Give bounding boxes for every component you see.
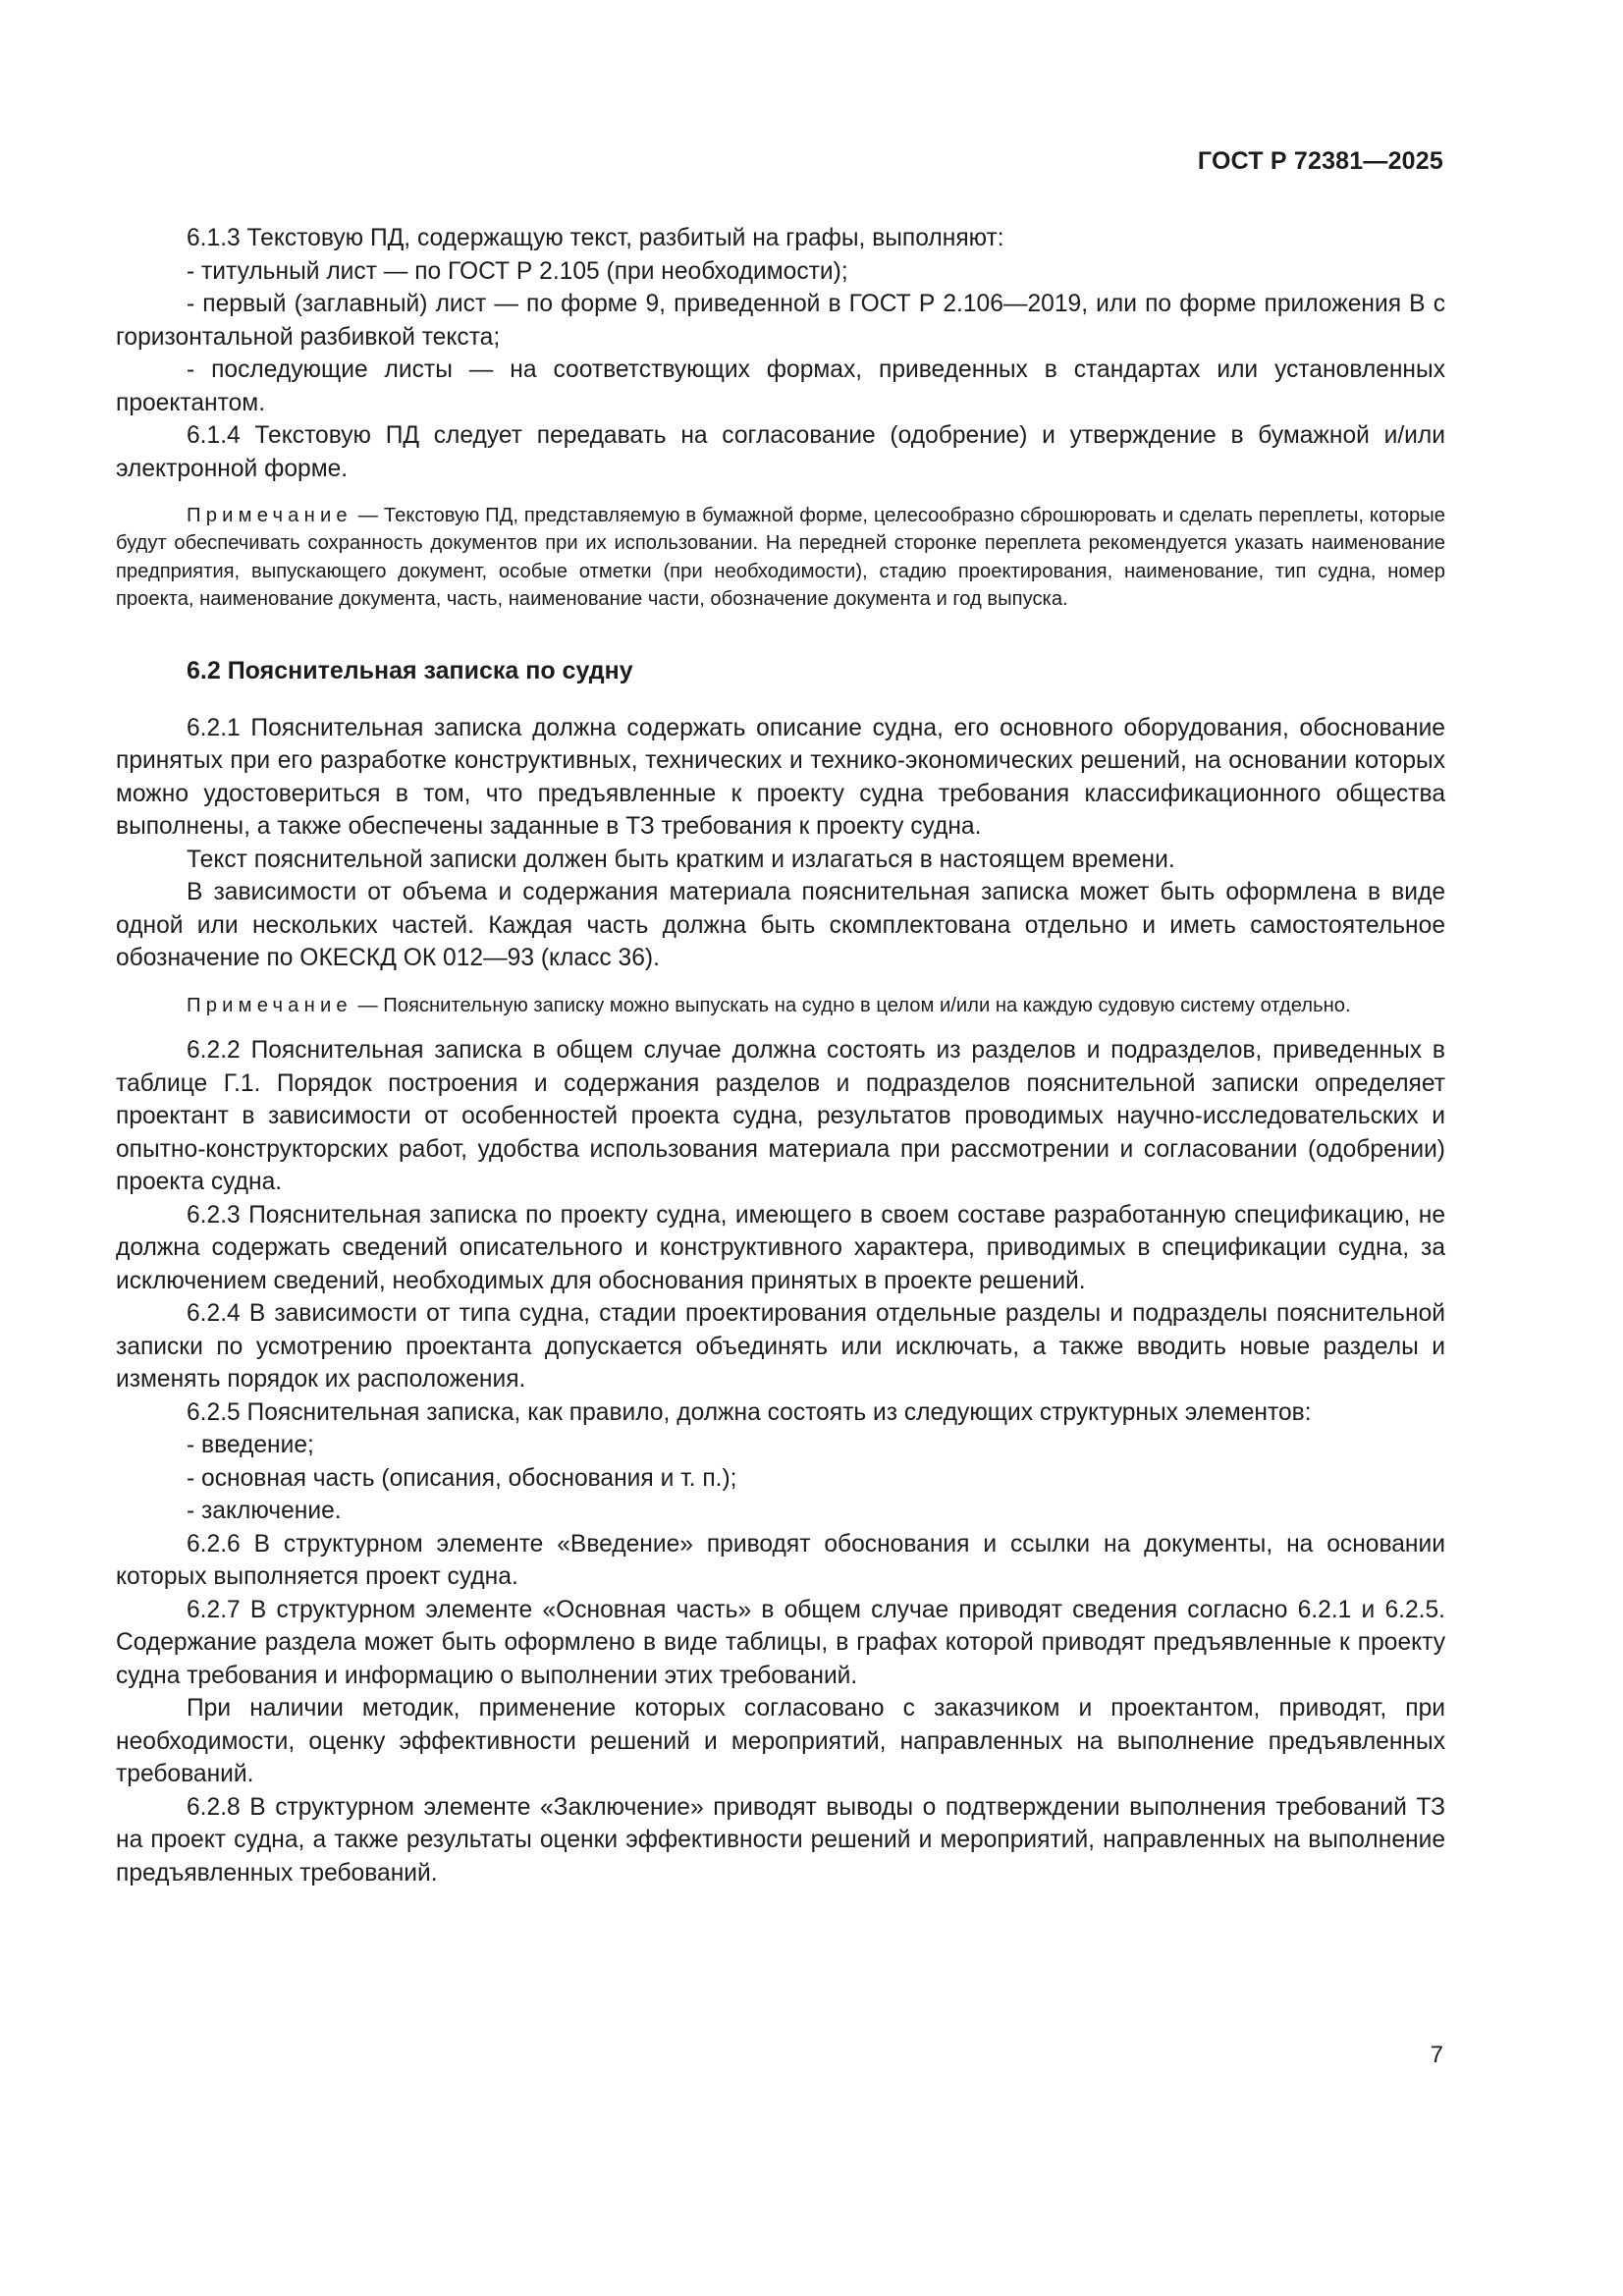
paragraph-6-2-7: 6.2.7 В структурном элементе «Основная часть» в общем случае приводят сведения согласно 6.2.1 и 6.2.5. Содержание раздела может быть оформлено в виде таблицы, в графах которой приводят предъявленные к проекту судна требования и информацию о выполнении этих требований. [116, 1596, 1445, 1689]
paragraph-6-1-4: 6.1.4 Текстовую ПД следует передавать на согласование (одобрение) и утверждение в бумажной и/или электронной форме. [116, 422, 1445, 482]
page-number: 7 [1430, 2042, 1443, 2068]
standard-header: ГОСТ Р 72381—2025 [1197, 147, 1443, 175]
note-label: Примечание [187, 994, 352, 1016]
list-item: - первый (заглавный) лист — по форме 9, приведенной в ГОСТ Р 2.106—2019, или по форме приложения В с горизонтальной разбивкой текста; [116, 291, 1445, 351]
paragraph-6-2-6: 6.2.6 В структурном элементе «Введение» приводят обоснования и ссылки на документы, на основании которых выполняется проект судна. [116, 1530, 1445, 1591]
paragraph-6-2-3: 6.2.3 Пояснительная записка по проекту судна, имеющего в своем составе разработанную спецификацию, не должна содержать сведений описательного и конструктивного характера, приводимых в спецификации судна, за исключением сведений, необходимых для обоснования принятых в проекте решений. [116, 1201, 1445, 1294]
paragraph-6-2-1: 6.2.1 Пояснительная записка должна содержать описание судна, его основного оборудования, обоснование принятых при его разработке конструктивных, технических и технико-экономических решений, на основании которых можно удостовериться в том, что предъявленные к проекту судна требования классификационного общества выполнены, а также обеспечены заданные в ТЗ требования к проекту судна. [116, 714, 1445, 841]
paragraph-6-1-3: 6.1.3 Текстовую ПД, содержащую текст, разбитый на графы, выполняют: [187, 225, 1004, 251]
list-item: - введение; [187, 1432, 314, 1459]
note-text: — Текстовую ПД, представляемую в бумажной форме, целесообразно сброшюровать и сделать переплеты, которые будут обеспечивать сохранность документов при их использовании. На передней сторонке переплета рекомендуется указать наименование предприятия, выпускающего документ, особые отметки (при необходимости), стадию проектирования, наименование, тип судна, номер проекта, наименование документа, часть, наименование части, обозначение документа и год выпуска. [116, 505, 1445, 611]
note-2 [116, 992, 1445, 1019]
paragraph-6-2-7-methods: При наличии методик, применение которых согласовано с заказчиком и проектантом, приводят, при необходимости, оценку эффективности решений и мероприятий, направленных на выполнение предъявленных требований. [116, 1695, 1445, 1788]
list-item: - последующие листы — на соответствующих формах, приведенных в стандартах или установленных проектантом. [116, 356, 1445, 416]
paragraph-6-2-8: 6.2.8 В структурном элементе «Заключение» приводят выводы о подтверждении выполнения требований ТЗ на проект судна, а также результаты оценки эффективности решений и мероприятий, направленных на выполнение предъявленных требований. [116, 1793, 1445, 1886]
paragraph-6-2-4: 6.2.4 В зависимости от типа судна, стадии проектирования отдельные разделы и подразделы пояснительной записки по усмотрению проектанта допускается объединять или исключать, а также вводить новые разделы и изменять порядок их расположения. [116, 1300, 1445, 1394]
note-text: — Пояснительную записку можно выпускать на судно в целом и/или на каждую судовую систему отдельно. [352, 994, 1351, 1016]
note-label: Примечание [187, 505, 352, 526]
list-item: - основная часть (описания, обоснования и т. п.); [187, 1464, 737, 1492]
list-item: - титульный лист — по ГОСТ Р 2.105 (при необходимости); [187, 257, 848, 285]
list-item: - заключение. [187, 1498, 342, 1525]
paragraph-6-2-1-parts: В зависимости от объема и содержания материала пояснительная записка может быть оформлена в виде одной или нескольких частей. Каждая часть должна быть скомплектована отдельно и иметь самостоятельное обозначение по ОКЕСКД ОК 012—93 (класс 36). [116, 879, 1445, 972]
paragraph-6-2-5: 6.2.5 Пояснительная записка, как правило, должна состоять из следующих структурных элементов: [187, 1398, 1312, 1426]
note-1 [116, 502, 1445, 614]
paragraph-6-2-2: 6.2.2 Пояснительная записка в общем случае должна состоять из разделов и подразделов, приведенных в таблице Г.1. Порядок построения и содержания разделов и подразделов пояснительной записки определяет проектант в зависимости от особенностей проекта судна, результатов проводимых научно-исследовательских и опытно-конструкторских работ, удобства использования материала при рассмотрении и согласовании (одобрении) проекта судна. [116, 1037, 1445, 1196]
paragraph-6-2-1-text-style: Текст пояснительной записки должен быть кратким и излагаться в настоящем времени. [187, 846, 1175, 873]
page-content [116, 222, 1445, 1889]
section-heading-6-2: 6.2 Пояснительная записка по судну [187, 656, 633, 684]
